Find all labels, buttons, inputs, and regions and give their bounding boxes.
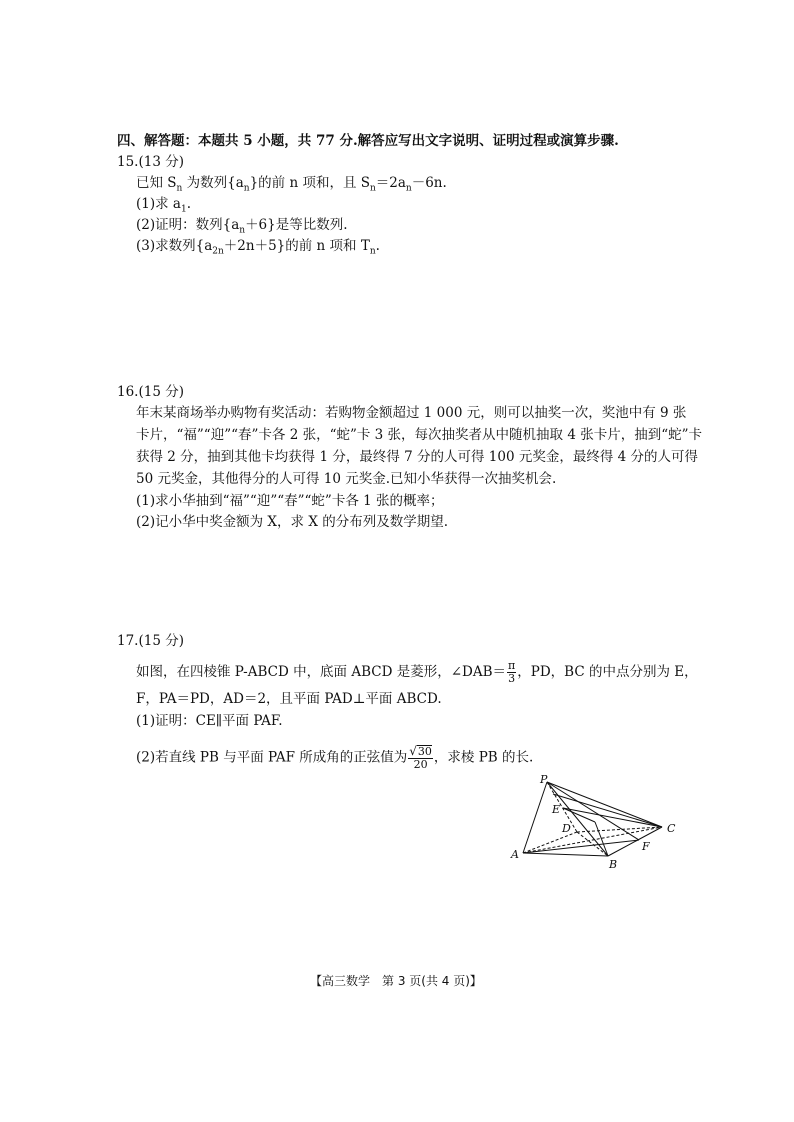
q15-part1: (1)求 $a_1$. <box>136 196 191 215</box>
label-F: F <box>642 840 650 853</box>
label-E: E <box>552 803 561 816</box>
segment-AF <box>523 840 639 853</box>
pyramid-figure <box>505 772 685 872</box>
q16-line1: 年末某商场举办购物有奖活动：若购物金额超过 1 000 元，则可以抽奖一次，奖池中有 9 张 <box>136 405 687 421</box>
q16-line3: 获得 2 分，抽到其他卡均获得 1 分，最终得 7 分的人可得 100 元奖金，最终得 4 分的人可得 <box>136 449 699 465</box>
q16-part1: (1)求小华抽到“福”“迎”“春”“蛇”卡各 1 张的概率； <box>136 493 444 509</box>
q17-line1: 如图，在四棱锥 P-ABCD 中，底面 ABCD 是菱形，∠DAB＝ $\frac{\pi}{3}$ ，PD，BC 的中点分别为 E， <box>136 659 698 685</box>
edge-PA <box>523 782 547 853</box>
fraction-pi-over-3: $\frac{\pi}{3}$ <box>508 659 516 685</box>
label-D: D <box>562 822 571 835</box>
page-footer: 【高三数学 第 3 页(共 4 页)】 <box>310 974 482 988</box>
label-B: B <box>609 858 618 871</box>
q17-part2: (2)若直线 PB 与平面 PAF 所成角的正弦值为 $\frac{√30}{20}$ ，求棱 PB 的长. <box>136 744 534 771</box>
q17-part1: (1)证明：CE∥平面 PAF. <box>136 713 283 729</box>
q15-part3: (3)求数列$\{a_{2n}+2n+5\}$的前 n 项和 $T_n$. <box>136 238 380 257</box>
label-C: C <box>667 822 676 835</box>
q15-part2: (2)证明：数列$\{a_n+6\}$是等比数列. <box>136 217 348 236</box>
q16-number: 16.(15 分) <box>117 384 184 400</box>
q17-number: 17.(15 分) <box>117 633 184 649</box>
q16-part2: (2)记小华中奖金额为 X，求 X 的分布列及数学期望. <box>136 514 449 530</box>
q16-line2: 卡片，“福”“迎”“春”卡各 2 张，“蛇”卡 3 张，每次抽奖者从中随机抽取 4 张卡片，抽到“蛇”卡 <box>136 427 703 443</box>
edge-BC <box>608 827 662 856</box>
q15-number: 15.(13 分) <box>117 154 184 170</box>
label-P: P <box>540 773 548 786</box>
q17-line2: F，PA＝PD，AD＝2，且平面 PAD⊥平面 ABCD. <box>136 691 442 707</box>
edge-AB <box>523 853 608 856</box>
segment-E-interior <box>563 808 595 822</box>
label-A: A <box>511 848 519 861</box>
fraction-sqrt30-over-20: $\frac{√30}{20}$ <box>409 744 432 771</box>
q16-line4: 50 元奖金，其他得分的人可得 10 元奖金.已知小华获得一次抽奖机会. <box>136 471 557 487</box>
edge-PC <box>547 782 662 827</box>
segment-EC <box>563 808 662 827</box>
q15-stem: 已知 $S_n$ 为数列$\{a_n\}$的前 n 项和，且 $S_n=2a_n-6n$. <box>136 175 447 194</box>
section-header: 四、解答题：本题共 5 小题，共 77 分.解答应写出文字说明、证明过程或演算步骤. <box>117 133 619 149</box>
